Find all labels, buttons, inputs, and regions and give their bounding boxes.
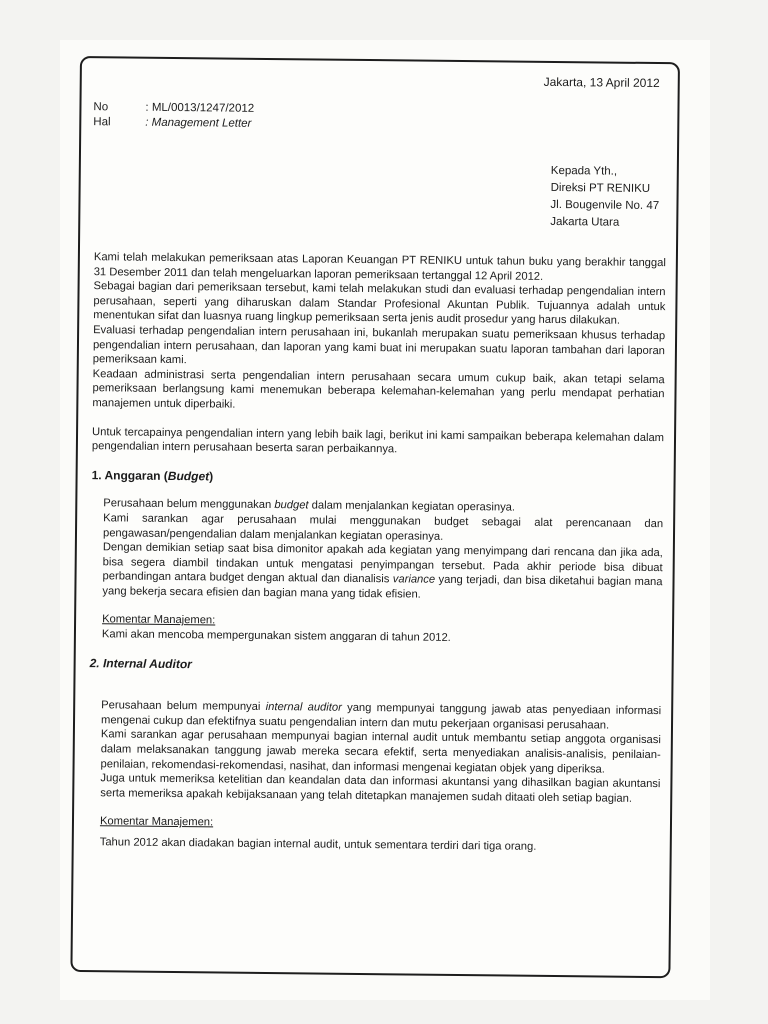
number-label: No (93, 101, 109, 114)
section-2-title: 2. Internal Auditor (89, 655, 192, 671)
section-2-p1-text-a: Perusahaan belum mempunyai (101, 699, 266, 714)
section-2-p1-italic: internal auditor (265, 701, 342, 715)
section-1-p1-text-b: dalam menjalankan kegiatan operasinya. (308, 499, 516, 514)
recipient-salutation: Kepada Yth., (550, 164, 618, 178)
intro-paragraph-4: Keadaan administrasi serta pengendalian intern perusahaan secara umum cukup baik, akan tetapi selama pemeriksaan berlangsung kami menemukan beberapa kelemahan-kelemahan yang perlu mendapat perhatian manajemen untuk diperbaiki. (92, 367, 665, 411)
intro-paragraph-1: Kami telah melakukan pemeriksaan atas Laporan Keuangan PT RENIKU untuk tahun buku yang berakhir tanggal 31 Desember 2011 dan telah mengeluarkan laporan pemeriksaan tertanggal 12 April 2012. (93, 251, 666, 283)
letter-number-row (93, 100, 254, 117)
section-2-komentar-label: Komentar Manajemen: (99, 815, 214, 829)
intro-paragraph-2: Sebagai bagian dari pemeriksaan tersebut, kami telah melakukan studi dan evaluasi terhadap pengendalian intern perusahaan, seperti yang diharuskan dalam Standar Profesional Akuntan Publik. Tujuannya adalah untuk menentukan sifat dan luasnya ruang lingkup pemeriksaan serta jenis audit prosedur yang harus dilakukan. (93, 280, 666, 328)
section-2-content (88, 698, 662, 855)
number-value: : ML/0013/1247/2012 (145, 101, 255, 115)
section-1-p3-text-a: Dengan demikian setiap saat bisa dimonitor apakah ada kegiatan yang menyimpang dari rencana dan jika ada, bisa segera diambil tindakan untuk mengatasi penyimpangan tersebut. Pada akhir periode bisa dibuat perbandingan antara budget dengan aktual dan dianalisis (102, 541, 663, 586)
section-1-p1-italic: budget (274, 499, 309, 512)
letter-subject-row (93, 115, 254, 132)
recipient-street: Jl. Bougenvile No. 47 (550, 198, 660, 213)
letter-date: Jakarta, 13 April 2012 (543, 74, 660, 91)
subject-label: Hal (93, 116, 111, 129)
section-1-komentar-label: Komentar Manajemen: (102, 613, 216, 627)
recipient-block (550, 163, 659, 232)
section-2-paragraph-3: Juga untuk memeriksa ketelitian dan keandalan data dan informasi akuntansi yang dihasilkan bagian akuntansi serta memeriksa apakah kebijaksanaan yang telah ditetapkan manajemen sudah ditaati oleh setiap bagian. (100, 772, 661, 805)
letter-meta (93, 100, 254, 132)
intro-paragraph-3: Evaluasi terhadap pengendalian intern perusahaan ini, bukanlah merupakan suatu pemeriksaan khusus terhadap pengendalian intern perusahaan, dan laporan yang kami buat ini merupakan suatu laporan tambahan dari laporan pemeriksaan kami. (92, 324, 666, 367)
section-1-paragraph-2: Kami sarankan agar perusahaan mulai menggunakan budget sebagai alat perencanaan dan pengawasan/pengendalian dalam menjalankan kegiatan operasinya. (102, 512, 664, 543)
section-2-komentar-text: Tahun 2012 akan diadakan bagian internal audit, untuk sementara terdiri dari tiga orang. (99, 836, 537, 853)
section-1-title-prefix: 1. Anggaran ( (91, 467, 168, 483)
section-2-paragraph-2: Kami sarankan agar perusahaan mempunyai bagian internal audit untuk membantu setiap anggota organisasi dalam melaksanakan tanggung jawab mereka secara efektif, serta menyediakan analisis-analisis, penilaian-penilaian, rekomendasi-rekomendasi, nasihat, dan informasi mengenai kegiatan objek yang diperiksa. (100, 728, 661, 776)
letter-frame (70, 56, 680, 978)
section-1-title-italic: Budget (167, 468, 210, 484)
recipient-city: Jakarta Utara (550, 215, 620, 229)
letter-body (88, 250, 666, 856)
intro-paragraph-5: Untuk tercapainya pengendalian intern yang lebih baik lagi, berikut ini kami sampaikan beberapa kelemahan dalam pengendalian intern perusahaan beserta saran perbaikannya. (91, 425, 665, 456)
section-1-p3-italic: variance (392, 573, 436, 587)
section-2-p1-text-b: yang mempunyai tanggung jawab atas penyediaan informasi mengenai cukup dan efektifnya suatu pengendalian intern dan mutu pekerjaan organisasi perusahaan. (100, 702, 662, 732)
section-1-komentar-text: Kami akan mencoba mempergunakan sistem anggaran di tahun 2012. (101, 628, 451, 644)
section-1-title-suffix: ) (209, 469, 214, 484)
section-1-p1-text-a: Perusahaan belum menggunakan (103, 497, 275, 512)
subject-value: : Management Letter (145, 116, 252, 130)
section-1-p3-text-b: yang terjadi, dan bisa diketahui bagian mana yang bekerja secara efisien dan bagian mana yang tidak efisien. (102, 574, 663, 601)
section-1-paragraph-3 (102, 540, 663, 604)
section-1-content (90, 496, 663, 647)
recipient-name: Direksi PT RENIKU (550, 181, 651, 195)
